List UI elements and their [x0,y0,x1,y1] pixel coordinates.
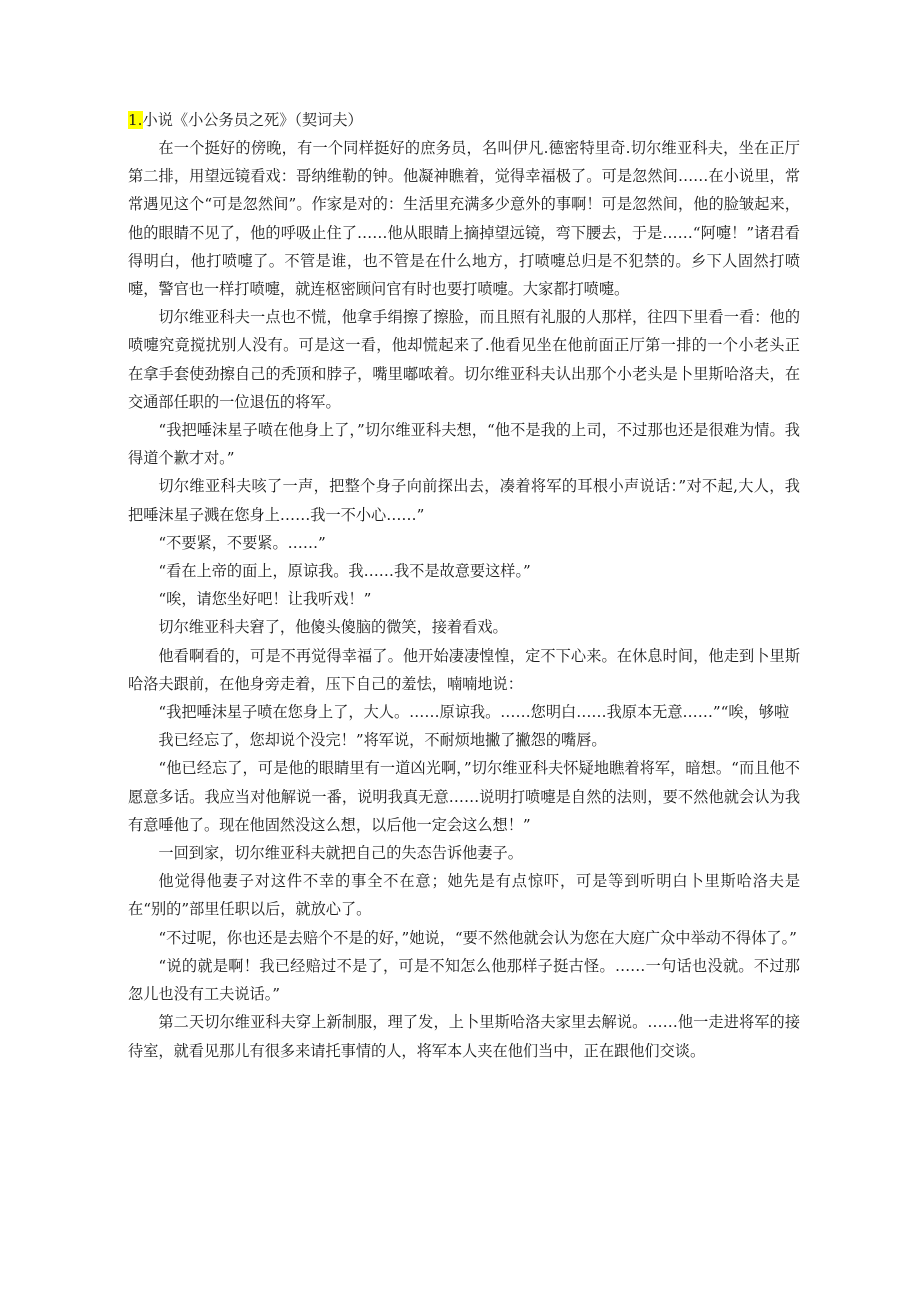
story-heading [128,106,800,134]
paragraph: 他觉得他妻子对这件不幸的事全不在意；她先是有点惊吓，可是等到听明白卜里斯哈洛夫是在“别的”部里任职以后，就放心了。 [128,872,800,919]
paragraph: 一回到家，切尔维亚科夫就把自己的失态告诉他妻子。 [158,844,523,863]
paragraph: “不过呢，你也还是去赔个不是的好，”她说，“要不然他就会认为您在大庭广众中举动不得体了。” [158,928,797,947]
story-title: 小说《小公务员之死》（契诃夫） [142,111,363,129]
paragraph: “我把唾沫星子喷在他身上了，”切尔维亚科夫想，“他不是我的上司，不过那也还是很难为情。我得道个歉才对。” [128,421,800,468]
paragraph-continuation: 我已经忘了，您却说个没完！”将军说，不耐烦地撇了撇怨的嘴唇。 [158,731,607,750]
paragraph: 他看啊看的，可是不再觉得幸福了。他开始凄凄惶惶，定不下心来。在休息时间，他走到卜里斯哈洛夫跟前，在他身旁走着，压下自己的羞怯，喃喃地说： [128,646,800,693]
document-page [128,106,800,1065]
question-number: 1. [128,111,143,129]
paragraph: 第二天切尔维亚科夫穿上新制服，理了发，上卜里斯哈洛夫家里去解说。……他一走进将军的接待室，就看见那儿有很多来请托事情的人，将军本人夹在他们当中，正在跟他们交谈。 [128,1013,800,1060]
paragraph: 切尔维亚科夫一点也不慌，他拿手绢擦了擦脸，而且照有礼服的人那样，往四下里看一看：他的喷嚏究竟搅扰别人没有。可是这一看，他却慌起来了.他看见坐在他前面正厅第一排的一个小老头正在拿手套使劲擦自己的秃顶和脖子，嘴里嘟哝着。切尔维亚科夫认出那个小老头是卜里斯哈洛夫，在交通部任职的一位退伍的将军。 [128,308,800,411]
paragraph: “说的就是啊！我已经赔过不是了，可是不知怎么他那样子挺古怪。……一句话也没就。不过那忽儿也没有工夫说话。” [128,956,800,1004]
paragraph: 切尔维亚科夫咳了一声，把整个身子向前探出去，凑着将军的耳根小声说话：”对不起,大人，我把唾沫星子溅在您身上……我一不小心……” [128,477,800,524]
paragraph: “不要紧，不要紧。……” [158,533,326,552]
paragraph: “唉，请您坐好吧！让我听戏！” [158,590,372,609]
paragraph: “他已经忘了，可是他的眼睛里有一道凶光啊，”切尔维亚科夫怀疑地瞧着将军，暗想。“而且他不愿意多话。我应当对他解说一番，说明我真无意……说明打喷嚏是自然的法则，要不然他就会认为我有意唾他了。现在他固然没这么想，以后他一定会这么想！” [128,759,800,834]
paragraph: 切尔维亚科夫窘了，他傻头傻脑的微笑，接着看戏。 [158,618,508,637]
paragraph: “看在上帝的面上，原谅我。我……我不是故意要这样。” [158,562,531,581]
paragraph: 在一个挺好的傍晚，有一个同样挺好的庶务员，名叫伊凡.德密特里奇.切尔维亚科夫，坐在正厅第二排，用望远镜看戏：哥纳维勒的钟。他凝神瞧着，觉得幸福极了。可是忽然间……在小说里，常常遇见这个“可是忽然间”。作家是对的：生活里充满多少意外的事啊！可是忽然间，他的脸皱起来，他的眼睛不见了，他的呼吸止住了……他从眼睛上摘掉望远镜，弯下腰去，于是……“阿嚏！”诸君看得明白，他打喷嚏了。不管是谁，也不管是在什么地方，打喷嚏总归是不犯禁的。乡下人固然打喷嚏，警官也一样打喷嚏，就连枢密顾问官有时也要打喷嚏。大家都打喷嚏。 [128,139,800,299]
paragraph: “我把唾沫星子喷在您身上了，大人。……原谅我。……您明白……我原本无意……”“唉，够啦 [158,703,790,722]
